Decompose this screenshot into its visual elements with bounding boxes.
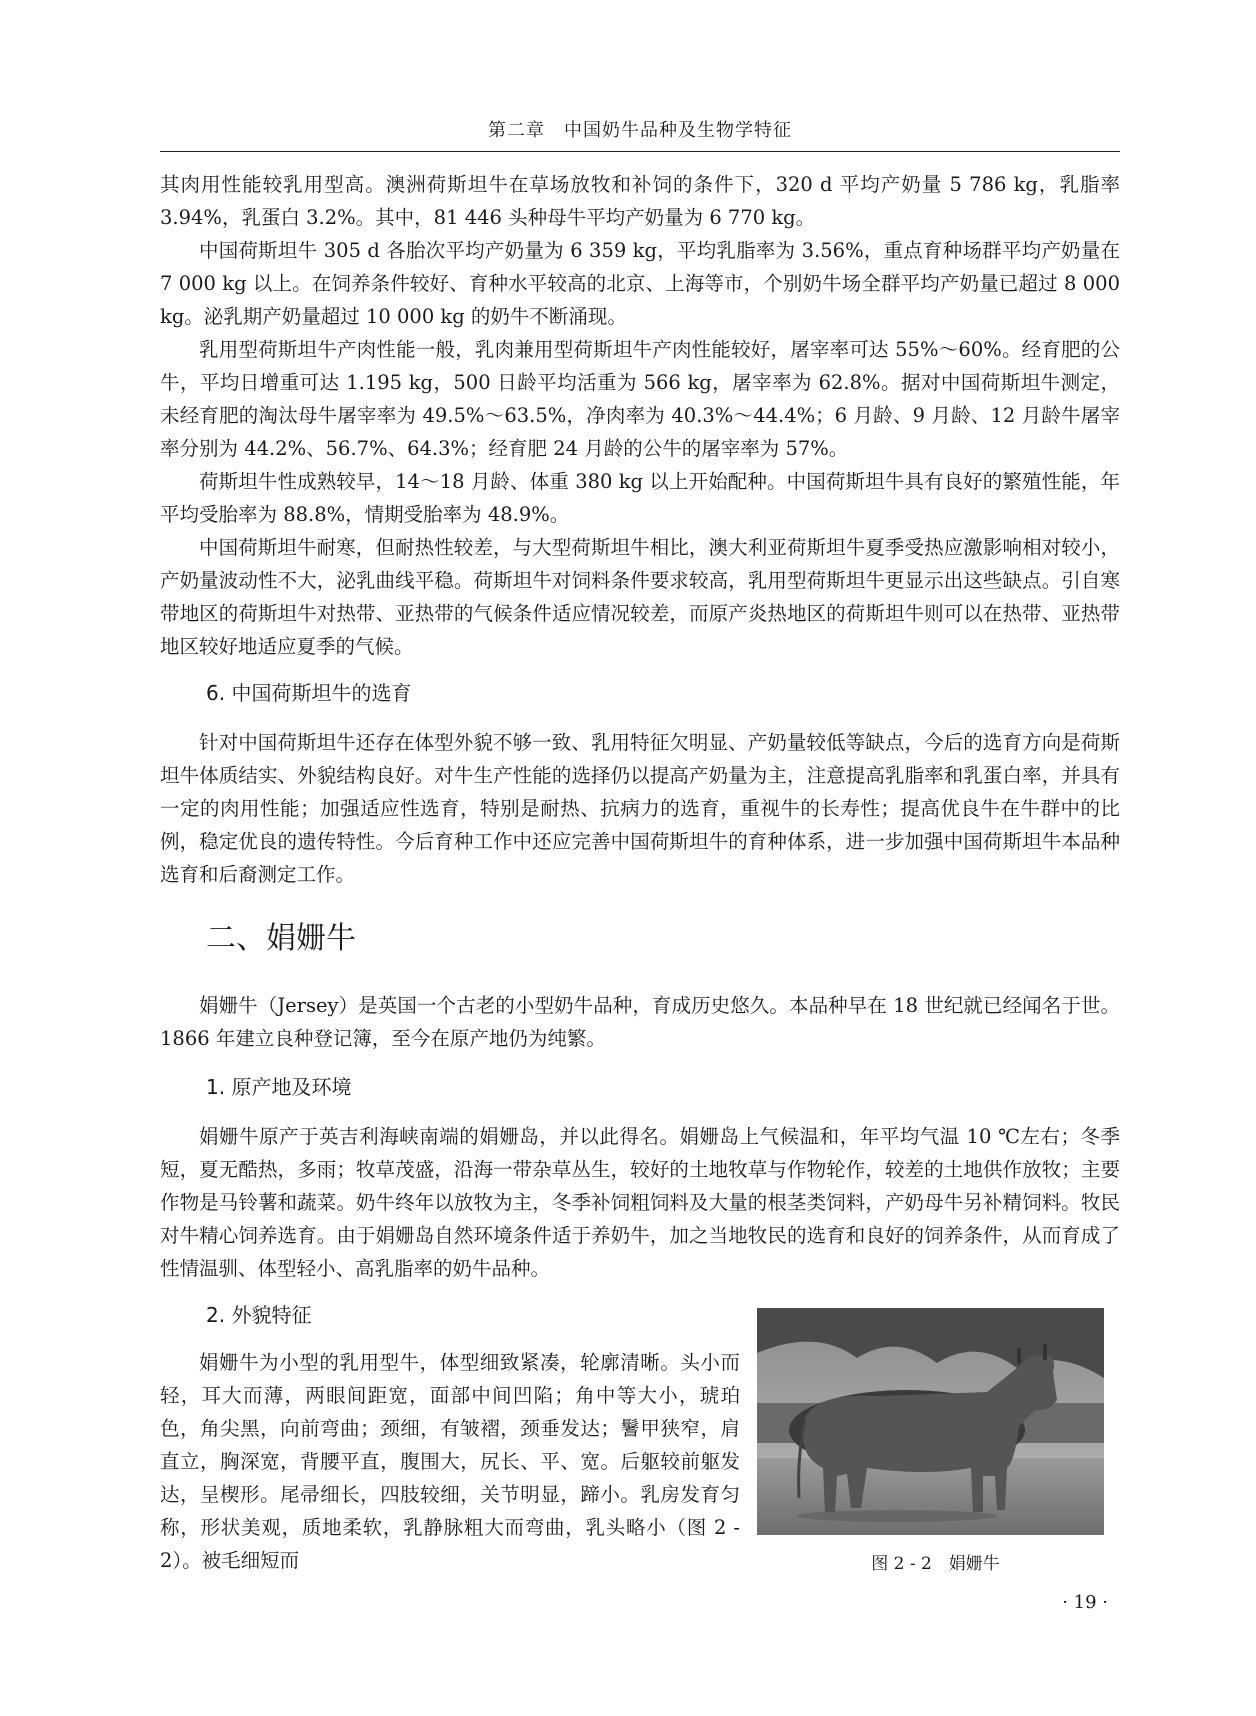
paragraph: 娟姗牛为小型的乳用型牛，体型细致紧凑，轮廓清晰。头小而轻，耳大而薄，两眼间距宽，面部中间凹陷；角中等大小，琥珀色，角尖黑，向前弯曲；颈细，有皱褶，颈垂发达；鬐甲狭窄，肩直立，胸深宽，背腰平直，腹围大，尻长、平、宽。后躯较前躯发达，呈楔形。尾帚细长，四肢较细，关节明显，蹄小。乳房发育匀称，形状美观，质地柔软，乳静脉粗大而弯曲，乳头略小（图 2 - 2）。被毛细短而: [160, 1351, 740, 1572]
paragraph: 乳用型荷斯坦牛产肉性能一般，乳肉兼用型荷斯坦牛产肉性能较好，屠宰率可达 55%～60%。经育肥的公牛，平均日增重可达 1.195 kg，500 日龄平均活重为 566 kg，屠宰率为 62.8%。据对中国荷斯坦牛测定，未经育肥的淘汰母牛屠宰率为 49.5%～63.5%，净肉率为 40.3%～44.4%；6 月龄、9 月龄、12 月龄牛屠宰率分别为 44.2%、56.7%、64.3%；经育肥 24 月龄的公牛的屠宰率为 57%。: [160, 338, 1120, 460]
subsection-heading: 2. 外貌特征: [206, 1303, 312, 1327]
page-number: · 19 ·: [1062, 1592, 1108, 1613]
figure-caption: 图 2 - 2 娟姗牛: [871, 1554, 1000, 1574]
paragraph: 荷斯坦牛性成熟较早，14～18 月龄、体重 380 kg 以上开始配种。中国荷斯坦牛具有良好的繁殖性能，年平均受胎率为 88.8%，情期受胎率为 48.9%。: [160, 470, 1120, 526]
paragraph: 其肉用性能较乳用型高。澳洲荷斯坦牛在草场放牧和补饲的条件下，320 d 平均产奶量 5 786 kg，乳脂率 3.94%，乳蛋白 3.2%。其中，81 446 头种母牛平均产奶量为 6 770 kg。: [160, 173, 1120, 229]
header-rule: [160, 151, 1120, 152]
paragraph: 针对中国荷斯坦牛还存在体型外貌不够一致、乳用特征欠明显、产奶量较低等缺点，今后的选育方向是荷斯坦牛体质结实、外貌结构良好。对牛生产性能的选择仍以提高产奶量为主，注意提高乳脂率和乳蛋白率，并具有一定的肉用性能；加强适应性选育，特别是耐热、抗病力的选育，重视牛的长寿性；提高优良牛在牛群中的比例，稳定优良的遗传特性。今后育种工作中还应完善中国荷斯坦牛的育种体系，进一步加强中国荷斯坦牛本品种选育和后裔测定工作。: [160, 731, 1120, 886]
subsection-heading: 1. 原产地及环境: [206, 1075, 352, 1099]
paragraph: 中国荷斯坦牛耐寒，但耐热性较差，与大型荷斯坦牛相比，澳大利亚荷斯坦牛夏季受热应激影响相对较小，产奶量波动性不大，泌乳曲线平稳。荷斯坦牛对饲料条件要求较高，乳用型荷斯坦牛更显示出这些缺点。引自寒带地区的荷斯坦牛对热带、亚热带的气候条件适应情况较差，而原产炎热地区的荷斯坦牛则可以在热带、亚热带地区较好地适应夏季的气候。: [160, 536, 1120, 658]
paragraph: 娟姗牛（Jersey）是英国一个古老的小型奶牛品种，育成历史悠久。本品种早在 18 世纪就已经闻名于世。1866 年建立良种登记簿，至今在原产地仍为纯繁。: [160, 994, 1120, 1050]
paragraph: 娟姗牛原产于英吉利海峡南端的娟姗岛，并以此得名。娟姗岛上气候温和，年平均气温 10 ℃左右；冬季短，夏无酷热，多雨；牧草茂盛，沿海一带杂草丛生，较好的土地牧草与作物轮作，较差的土地供作放牧；主要作物是马铃薯和蔬菜。奶牛终年以放牧为主，冬季补饲粗饲料及大量的根茎类饲料，产奶母牛另补精饲料。牧民对牛精心饲养选育。由于娟姗岛自然环境条件适于养奶牛，加之当地牧民的选育和良好的饲养条件，从而育成了性情温驯、体型轻小、高乳脂率的奶牛品种。: [160, 1125, 1120, 1280]
paragraph: 中国荷斯坦牛 305 d 各胎次平均产奶量为 6 359 kg，平均乳脂率为 3.56%，重点育种场群平均产奶量在 7 000 kg 以上。在饲养条件较好、育种水平较高的北京、上海等市，个别奶牛场全群平均产奶量已超过 8 000 kg。泌乳期产奶量超过 10 000 kg 的奶牛不断涌现。: [160, 239, 1120, 328]
figure: [757, 1308, 1104, 1574]
jersey-cow-photo: [757, 1308, 1104, 1535]
section-heading: 二、娟姗牛: [206, 921, 356, 956]
subsection-heading: 6. 中国荷斯坦牛的选育: [206, 681, 412, 705]
running-header: 第二章 中国奶牛品种及生物学特征: [488, 120, 792, 141]
